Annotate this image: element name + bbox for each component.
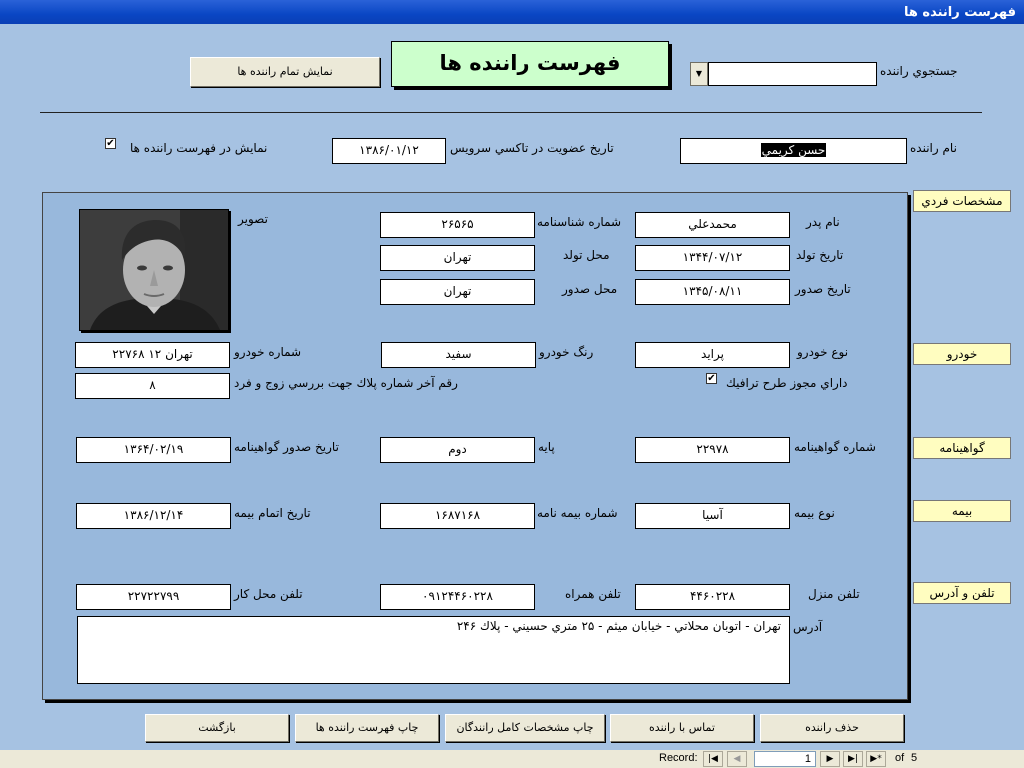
driver-photo: [79, 209, 229, 331]
license-number-label: شماره گواهينامه: [794, 440, 876, 454]
mobile-phone-label: تلفن همراه: [565, 587, 621, 601]
issue-place-field[interactable]: تهران: [380, 279, 535, 305]
total-records: 5: [911, 752, 918, 764]
tab-insurance[interactable]: بيمه: [913, 500, 1011, 522]
next-record-button[interactable]: [820, 751, 840, 767]
last-record-icon: ▶|: [848, 754, 858, 764]
tab-contact[interactable]: تلفن و آدرس: [913, 582, 1011, 604]
membership-date-field[interactable]: ۱۳۸۶/۰۱/۱۲: [332, 138, 446, 164]
last-record-button[interactable]: [843, 751, 863, 767]
traffic-permit-checkbox[interactable]: [706, 373, 717, 384]
next-record-icon: ▶: [826, 754, 834, 764]
new-record-icon: ▶*: [870, 754, 882, 764]
page-title: فهرست راننده ها: [391, 41, 669, 87]
birth-date-field[interactable]: ۱۳۴۴/۰۷/۱۲: [635, 245, 790, 271]
new-record-button[interactable]: [866, 751, 886, 767]
mobile-phone-field[interactable]: ۰۹۱۲۴۴۶۰۲۲۸: [380, 584, 535, 610]
membership-date-label: تاريخ عضويت در تاكسي سرويس: [450, 141, 614, 155]
delete-driver-button[interactable]: حذف راننده: [760, 714, 904, 742]
birth-place-field[interactable]: تهران: [380, 245, 535, 271]
address-label: آدرس: [793, 620, 823, 634]
vehicle-type-field[interactable]: پرايد: [635, 342, 790, 368]
driver-name-value: حسن كريمي: [761, 143, 826, 157]
tab-personal[interactable]: مشخصات فردي: [913, 190, 1011, 212]
vehicle-type-label: نوع خودرو: [797, 345, 849, 359]
birth-date-label: تاريخ تولد: [796, 248, 844, 262]
checkmark-icon: ✔: [707, 373, 716, 384]
issue-date-label: تاريخ صدور: [795, 282, 851, 296]
work-phone-label: تلفن محل كار: [234, 587, 303, 601]
insurance-number-field[interactable]: ۱۶۸۷۱۶۸: [380, 503, 535, 529]
header-divider: [40, 112, 982, 113]
record-label: Record:: [659, 752, 698, 764]
father-name-field[interactable]: محمدعلي: [635, 212, 790, 238]
insurance-expiry-label: تاريخ اتمام بيمه: [234, 506, 311, 520]
home-phone-label: تلفن منزل: [808, 587, 860, 601]
search-driver-input[interactable]: [708, 62, 877, 86]
tab-license[interactable]: گواهينامه: [913, 437, 1011, 459]
driver-name-label: نام راننده: [910, 141, 957, 155]
show-in-list-checkbox[interactable]: [105, 138, 116, 149]
plate-number-label: شماره خودرو: [234, 345, 302, 359]
address-field[interactable]: تهران - اتوبان محلاتي - خيابان ميثم - ۲۵ متري حسيني - پلاك ۲۴۶: [77, 616, 790, 684]
work-phone-field[interactable]: ۲۲۷۲۲۷۹۹: [76, 584, 231, 610]
birth-place-label: محل تولد: [563, 248, 610, 262]
license-number-field[interactable]: ۲۲۹۷۸: [635, 437, 790, 463]
print-full-details-button[interactable]: چاپ مشخصات كامل رانندگان: [445, 714, 605, 742]
plate-last-digit-label: رقم آخر شماره پلاك جهت بررسي زوج و فرد: [234, 376, 458, 390]
current-record-input[interactable]: 1: [754, 751, 816, 767]
of-label: of: [895, 752, 905, 764]
contact-driver-button[interactable]: تماس با راننده: [610, 714, 754, 742]
print-driver-list-button[interactable]: چاپ فهرست راننده ها: [295, 714, 439, 742]
license-grade-field[interactable]: دوم: [380, 437, 535, 463]
driver-name-field[interactable]: [680, 138, 907, 164]
plate-number-field[interactable]: تهران ۱۲ ۲۲۷۶۸: [75, 342, 230, 368]
insurance-type-field[interactable]: آسيا: [635, 503, 790, 529]
window-title: فهرست راننده ها: [0, 0, 1024, 24]
chevron-down-icon: ▼: [695, 69, 703, 78]
vehicle-color-field[interactable]: سفيد: [381, 342, 536, 368]
tab-vehicle[interactable]: خودرو: [913, 343, 1011, 365]
plate-last-digit-field[interactable]: ۸: [75, 373, 230, 399]
license-issue-date-field[interactable]: ۱۳۶۴/۰۲/۱۹: [76, 437, 231, 463]
back-button[interactable]: بازگشت: [145, 714, 289, 742]
show-in-list-label: نمايش در فهرست راننده ها: [130, 141, 268, 155]
previous-record-icon: ◀: [733, 754, 741, 764]
issue-place-label: محل صدور: [562, 282, 618, 296]
previous-record-button[interactable]: [727, 751, 747, 767]
first-record-icon: |◀: [708, 754, 718, 764]
search-dropdown-button[interactable]: [690, 62, 708, 86]
first-record-button[interactable]: [703, 751, 723, 767]
father-name-label: نام پدر: [806, 215, 840, 229]
license-issue-date-label: تاريخ صدور گواهينامه: [234, 440, 339, 454]
show-all-drivers-button[interactable]: نمايش تمام راننده ها: [190, 57, 380, 87]
insurance-number-label: شماره بيمه نامه: [537, 506, 618, 520]
id-number-field[interactable]: ۲۶۵۶۵: [380, 212, 535, 238]
photo-label: تصوير: [238, 212, 268, 226]
traffic-permit-label: داراي مجوز طرح ترافيك: [726, 376, 848, 390]
search-driver-label: جستجوي راننده: [880, 64, 958, 78]
insurance-type-label: نوع بيمه: [794, 506, 835, 520]
insurance-expiry-field[interactable]: ۱۳۸۶/۱۲/۱۴: [76, 503, 231, 529]
id-number-label: شماره شناسنامه: [537, 215, 622, 229]
home-phone-field[interactable]: ۴۴۶۰۲۲۸: [635, 584, 790, 610]
checkmark-icon: ✔: [106, 138, 115, 149]
portrait-image: [80, 210, 228, 330]
license-grade-label: پايه: [538, 440, 555, 454]
issue-date-field[interactable]: ۱۳۴۵/۰۸/۱۱: [635, 279, 790, 305]
vehicle-color-label: رنگ خودرو: [539, 345, 594, 359]
